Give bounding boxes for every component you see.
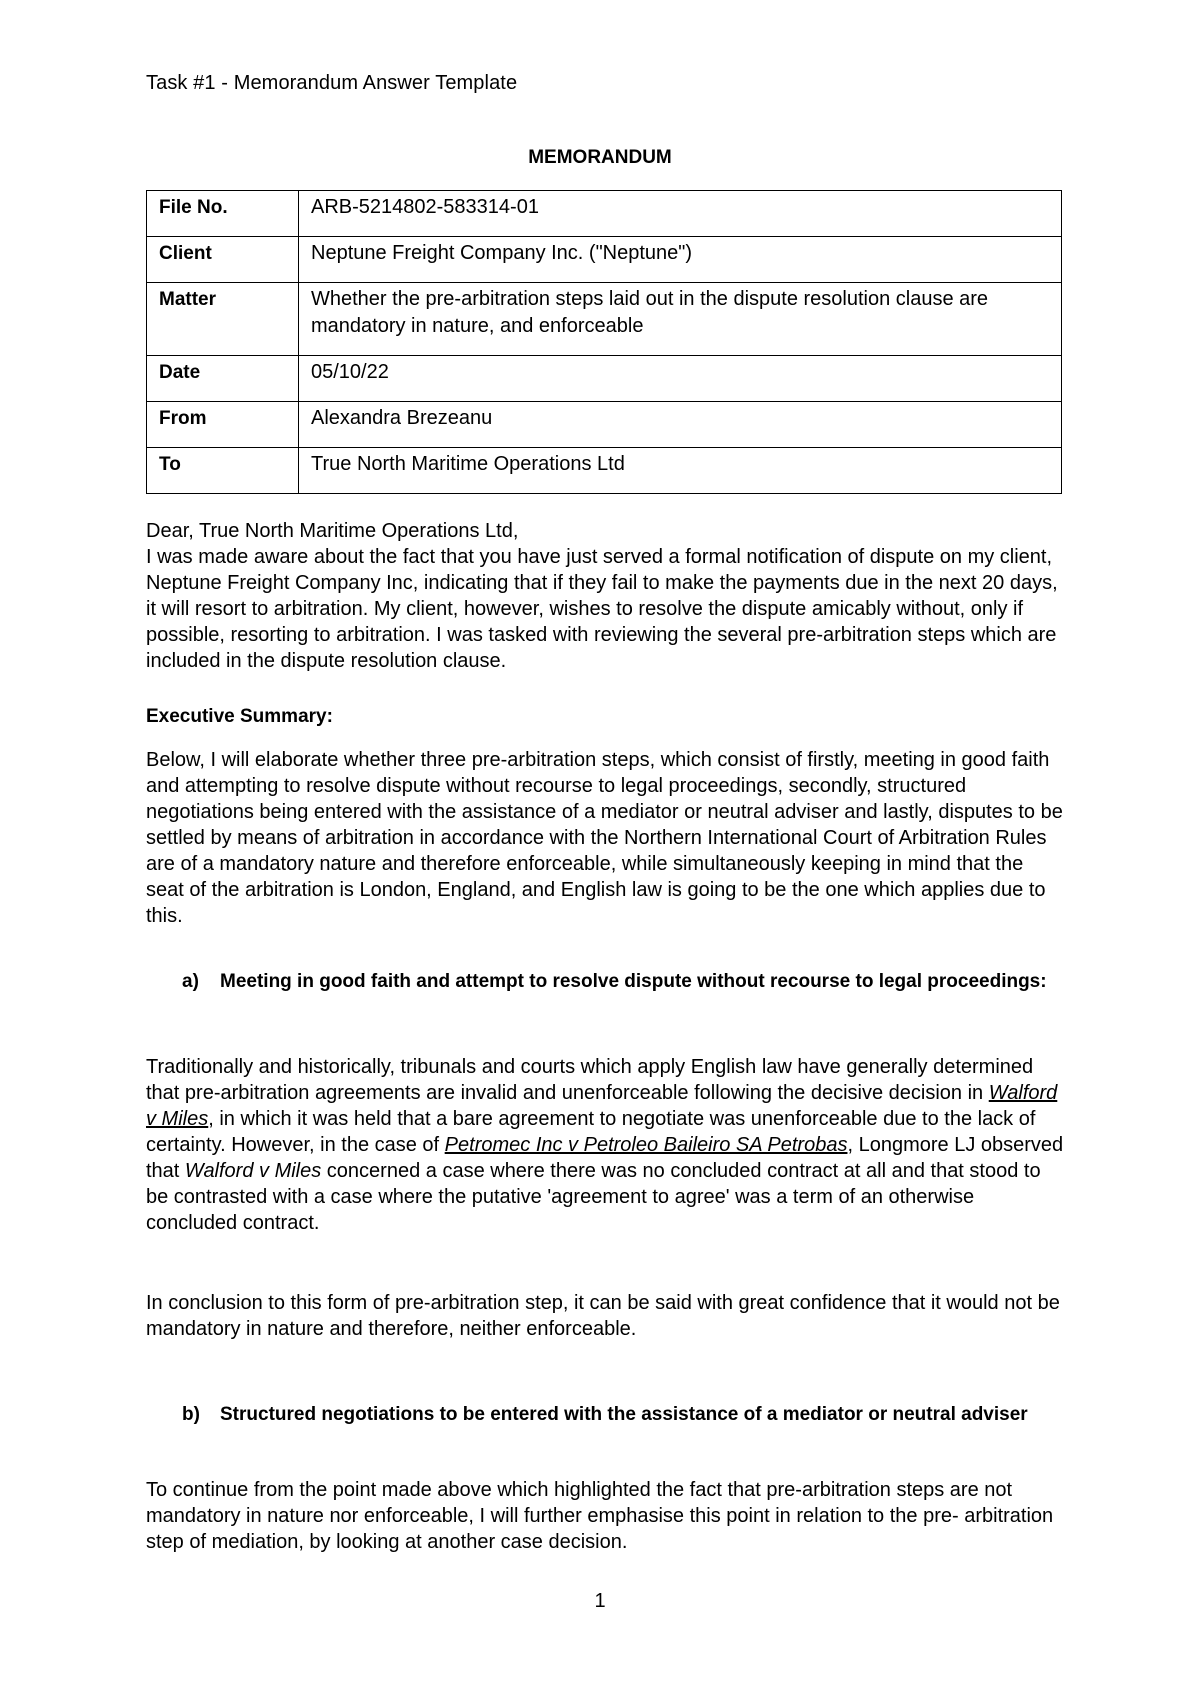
from-label: From [147,402,299,448]
table-row [147,402,1062,448]
section-a-heading [182,968,1062,995]
salutation: Dear, True North Maritime Operations Ltd, [146,520,519,542]
table-row [147,191,1062,237]
table-row [147,448,1062,494]
matter-value: Whether the pre-arbitration steps laid out in the dispute resolution clause are mandatory in nature, and enforceable [299,283,1062,356]
section-a-text-2: , in which it was held that a bare agreement to negotiate was unenforceable due to the lack of certainty. However, in the case of [146,1108,1036,1156]
file-no-value: ARB-5214802-583314-01 [299,191,1062,237]
section-b-marker: b) [182,1404,200,1425]
case-citation: Walford v Miles [184,1160,322,1182]
document-title: MEMORANDUM [528,147,672,168]
section-b-title: Structured negotiations to be entered with the assistance of a mediator or neutral adviser [220,1404,1028,1425]
executive-summary-heading: Executive Summary: [146,706,333,727]
matter-label: Matter [147,283,299,356]
section-a-text-3: , Longmore LJ observed that [146,1134,1064,1182]
section-b-paragraph-1: To continue from the point made above which highlighted the fact that pre-arbitration steps are not mandatory in nature nor enforceable, I will further emphasise this point in relation to the pre- arbitration step of mediation, by looking at another case decision. [146,1479,1054,1553]
section-a-marker: a) [182,971,199,992]
intro-paragraph: I was made aware about the fact that you have just served a formal notification of dispute on my client, Neptune Freight Company Inc, indicating that if they fail to make the payments due in the next 20 days, it will resort to arbitration. My client, however, wishes to resolve the dispute amicably without, only if possible, resorting to arbitration. I was tasked with reviewing the several pre-arbitration steps which are included in the dispute resolution clause. [146,546,1058,672]
page-number: 1 [594,1590,606,1612]
page-header: Task #1 - Memorandum Answer Template [146,72,518,94]
section-a-paragraph-1 [146,1054,1066,1236]
executive-summary-text: Below, I will elaborate whether three pre-arbitration steps, which consist of firstly, meeting in good faith and attempting to resolve dispute without recourse to legal proceedings, secondly, structured negotiations being entered with the assistance of a mediator or neutral adviser and lastly, disputes to be settled by means of arbitration in accordance with the Northern International Court of Arbitration Rules are of a mandatory nature and therefore enforceable, while simultaneously keeping in mind that the seat of the arbitration is London, England, and English law is going to be the one which applies due to this. [146,749,1063,927]
date-label: Date [147,356,299,402]
section-a-paragraph-2: In conclusion to this form of pre-arbitration step, it can be said with great confidence that it would not be mandatory in nature and therefore, neither enforceable. [146,1292,1060,1340]
date-value: 05/10/22 [299,356,1062,402]
from-value: Alexandra Brezeanu [299,402,1062,448]
section-b-heading [182,1401,1062,1428]
client-label: Client [147,237,299,283]
file-no-label: File No. [147,191,299,237]
to-value: True North Maritime Operations Ltd [299,448,1062,494]
section-a-title: Meeting in good faith and attempt to resolve dispute without recourse to legal proceedings: [220,971,1047,992]
memo-details-table [146,190,1062,494]
section-a-text-4: concerned a case where there was no concluded contract at all and that stood to be contrasted with a case where the putative 'agreement to agree' was a term of an otherwise concluded contract. [146,1160,1041,1234]
case-citation: Walford v Miles [146,1082,1058,1130]
to-label: To [147,448,299,494]
table-row [147,283,1062,356]
case-citation: Petromec Inc v Petroleo Baileiro SA Petrobas [444,1134,848,1156]
table-row [147,356,1062,402]
client-value: Neptune Freight Company Inc. ("Neptune") [299,237,1062,283]
table-row [147,237,1062,283]
section-a-text-1: Traditionally and historically, tribunals and courts which apply English law have generally determined that pre-arbitration agreements are invalid and unenforceable following the decisive decision in [146,1056,1034,1104]
